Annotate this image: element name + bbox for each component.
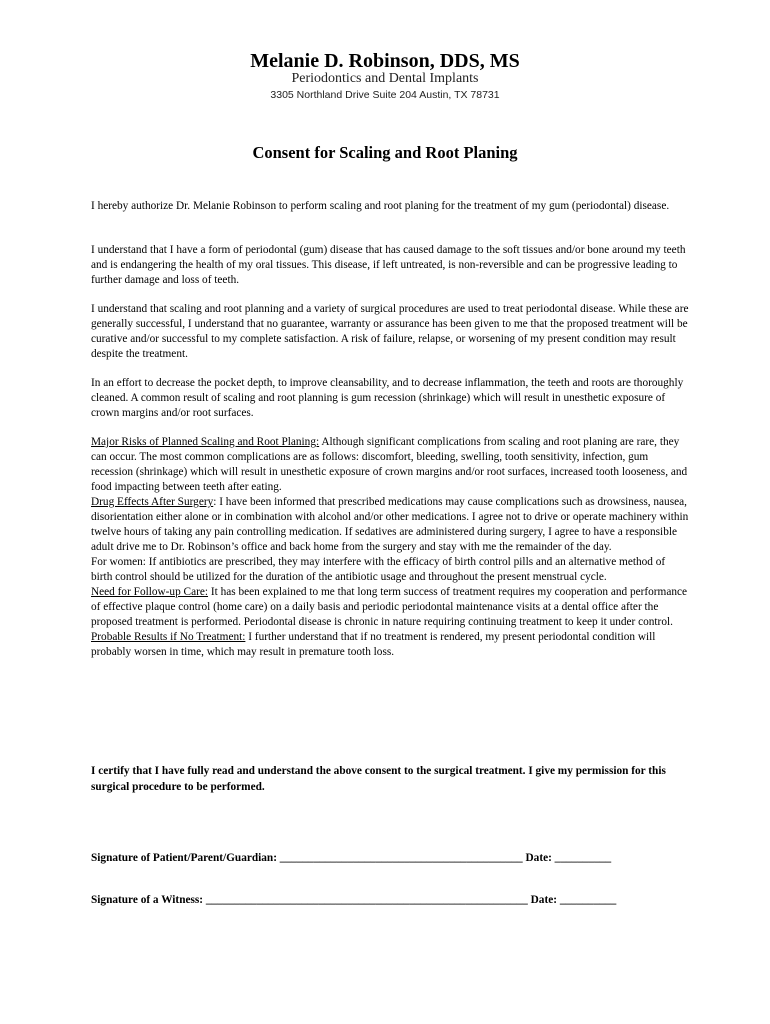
office-address: 3305 Northland Drive Suite 204 Austin, TX 78731: [270, 89, 500, 101]
women-paragraph: For women: If antibiotics are prescribed, they may interfere with the efficacy of birth control pills and an alternative method of birth control should be utilized for the duration of the antibiotic usage and throughout the present menstrual cycle.: [91, 556, 666, 583]
paragraph-text: I understand that I have a form of periodontal (gum) disease that has caused damage to the soft tissues and/or bone around my teeth and is endangering the health of my oral tissues. This disease, if left untreated, is non-reversible and can be progressive leading to further damage and loss of teeth.: [91, 244, 686, 286]
risks-heading: Major Risks of Planned Scaling and Root Planing:: [91, 436, 320, 448]
risks-text: Although significant complications from scaling and root planing are rare, they can occur. The most common complications are as follows: discomfort, bleeding, swelling, tooth sensitivity, infection, gum recession (shrinkage) which will result in unesthetic exposure of crown margins and/or root surfaces, increased tooth looseness, and food impacting between teeth after eating.: [91, 436, 688, 493]
no-treatment-text: I further understand that if no treatment is rendered, my present periodontal condition will probably worsen in time, which may result in premature tooth loss.: [91, 631, 656, 658]
drug-text: : I have been informed that prescribed medications may cause complications such as drowsiness, nausea, disorientation either alone or in combination with alcohol and/or other medications. I agree not to drive or operate machinery within twelve hours of taking any pain controlling medication. If sedatives are administered during surgery, I agree to have a responsible adult drive me to Dr. Robinson’s office and back home from the surgery and stay with me the remainder of the day.: [91, 496, 689, 553]
paragraph-text: I hereby authorize Dr. Melanie Robinson to perform scaling and root planing for the treatment of my gum (periodontal) disease.: [91, 200, 670, 212]
paragraph-authorization: [91, 199, 689, 214]
patient-signature-line[interactable]: Signature of Patient/Parent/Guardian: ___________________________________________ Date: __________: [91, 852, 612, 864]
followup-text: It has been explained to me that long term success of treatment requires my cooperation and performance of effective plaque control (home care) on a daily basis and periodic periodontal maintenance visits at a dental office after the proposed treatment is performed. Periodontal disease is chronic in nature requiring continuing treatment to keep it under control.: [91, 586, 688, 628]
risks-paragraph: [91, 435, 689, 495]
paragraph-cleaning: [91, 376, 689, 421]
paragraph-text: In an effort to decrease the pocket depth, to improve cleansability, and to decrease inflammation, the teeth and roots are thoroughly cleaned. A common result of scaling and root planning is gum recession (shrinkage) which will result in unesthetic exposure of crown margins and/or root surfaces.: [91, 377, 684, 419]
drug-heading: Drug Effects After Surgery: [91, 496, 214, 508]
drug-paragraph: [91, 495, 689, 555]
doctor-name: Melanie D. Robinson, DDS, MS: [250, 50, 520, 72]
paragraph-text: I understand that scaling and root planning and a variety of surgical procedures are used to treat periodontal disease. While these are generally successful, I understand that no guarantee, warranty or assurance has been given to me that the proposed treatment will be curative and/or successful to my complete satisfaction. A risk of failure, relapse, or worsening of my present condition may result despite the treatment.: [91, 303, 689, 360]
doctor-specialty: Periodontics and Dental Implants: [291, 71, 479, 86]
no-treatment-paragraph: [91, 630, 689, 660]
paragraph-treatment: [91, 302, 689, 362]
followup-paragraph: [91, 585, 689, 630]
no-treatment-heading: Probable Results if No Treatment:: [91, 631, 246, 643]
witness-signature-line[interactable]: Signature of a Witness: _________________________________________________________ Date: __________: [91, 894, 617, 906]
followup-heading: Need for Follow-up Care:: [91, 586, 209, 598]
document-title: Consent for Scaling and Root Planing: [252, 143, 518, 162]
paragraph-disease: [91, 243, 689, 288]
certification-statement: I certify that I have fully read and understand the above consent to the surgical treatment. I give my permission for this surgical procedure to be performed.: [91, 765, 666, 793]
risks-section: [91, 435, 689, 660]
